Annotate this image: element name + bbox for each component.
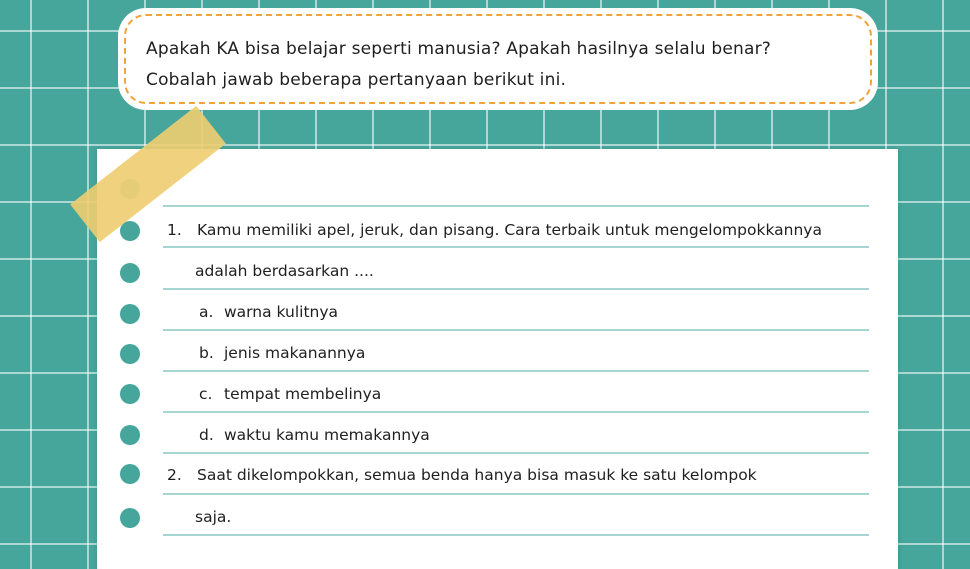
option-text: jenis makanannya — [224, 344, 366, 362]
binder-hole — [120, 425, 140, 445]
option-text: waktu kamu memakannya — [224, 426, 430, 444]
option-b — [199, 343, 365, 363]
ruled-line — [163, 288, 869, 290]
binder-hole — [120, 508, 140, 528]
option-text: warna kulitnya — [224, 303, 339, 321]
ruled-line — [163, 370, 869, 372]
intro-speech-bubble — [118, 8, 878, 110]
ruled-line — [163, 329, 869, 331]
option-text: tempat membelinya — [224, 385, 382, 403]
binder-hole — [120, 263, 140, 283]
binder-hole — [120, 344, 140, 364]
question-2-line-2: saja. — [195, 508, 232, 526]
question-number: 2. — [167, 466, 182, 484]
option-d — [199, 425, 430, 445]
binder-hole — [120, 304, 140, 324]
worksheet-paper — [97, 149, 898, 569]
question-text: Saat dikelompokkan, semua benda hanya bisa masuk ke satu kelompok — [197, 466, 757, 484]
option-letter: a. — [199, 303, 214, 321]
ruled-line — [163, 246, 869, 248]
question-1-line-1 — [167, 220, 822, 240]
option-letter: c. — [199, 385, 213, 403]
ruled-line — [163, 411, 869, 413]
option-letter: b. — [199, 344, 214, 362]
intro-line-2: Cobalah jawab beberapa pertanyaan berikut ini. — [146, 70, 567, 90]
question-number: 1. — [167, 221, 182, 239]
binder-hole — [120, 384, 140, 404]
ruled-line — [163, 534, 869, 536]
intro-dashed-border — [124, 14, 872, 104]
intro-text — [146, 34, 856, 96]
binder-hole — [120, 464, 140, 484]
ruled-line — [163, 205, 869, 207]
question-1-line-2: adalah berdasarkan .... — [195, 262, 374, 280]
option-letter: d. — [199, 426, 214, 444]
ruled-line — [163, 452, 869, 454]
option-a — [199, 302, 338, 322]
question-2-line-1 — [167, 465, 757, 485]
binder-hole — [120, 221, 140, 241]
question-text: Kamu memiliki apel, jeruk, dan pisang. Cara terbaik untuk mengelompokkannya — [197, 221, 822, 239]
ruled-line — [163, 493, 869, 495]
option-c — [199, 384, 381, 404]
intro-line-1: Apakah KA bisa belajar seperti manusia? Apakah hasilnya selalu benar? — [146, 39, 772, 59]
